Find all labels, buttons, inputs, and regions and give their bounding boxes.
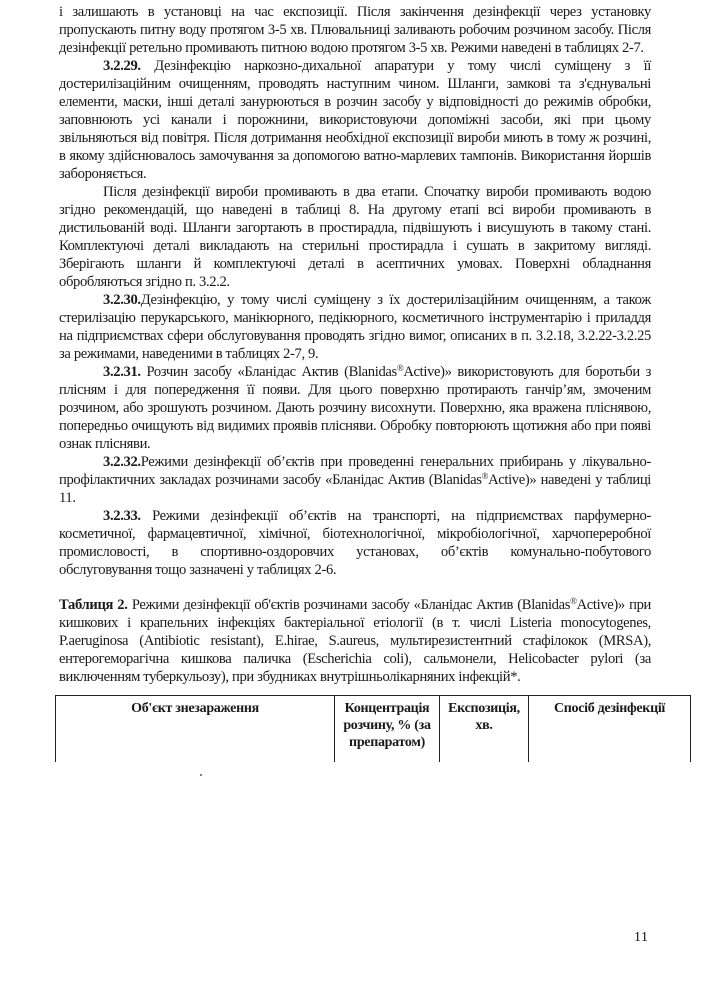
clause-text: Режими дезінфекції об’єктів на транспорті, на підприємствах парфумерно-косметичної, фармацевтичної, хімічної, біотехнологічної, мікробіологічної, харчопереробної промисловості, в спортивно-оздоровчих установах, об’єктів комунально-побутового обслуговування тощо зазначені у таблицях 2-6. <box>59 508 651 578</box>
paragraph-continuation <box>59 3 651 57</box>
table-header-concentration: Концентрація розчину, % (за препаратом) <box>335 696 440 762</box>
scan-speck <box>200 774 202 776</box>
clause-text: Дезінфекцію, у тому числі суміщену з їх достерилізаційним очищенням, а також стерилізацію перукарського, манікюрного, педікюрного, косметичного інструментарію і приладдя на підприємствах сфери обслуговування проводять згідно вимог, описаних в п. 3.2.18, 3.2.22-3.2.25 за режимами, наведеними в таблицях 2-7, 9. <box>59 292 651 362</box>
clause-3-2-32 <box>59 453 651 507</box>
table-caption-label: Таблиця 2. <box>59 597 128 613</box>
paragraph-text: Після дезінфекції вироби промивають в два етапи. Спочатку вироби промивають водою згідно рекомендацій, що наведені в таблиці 8. На другому етапі всі вироби промивають в дистильованій воді. Шланги загортають в простирадла, підвішують і висушують в такому стані. Комплектуючі деталі викладають на стерильні простирадла і сушать в закритому вигляді. Зберігають шланги й комплектуючі деталі в асептичних умовах. Поверхні обладнання обробляються згідно п. 3.2.2. <box>59 184 651 290</box>
clause-text: Active)» використовують для боротьби з плісням і для попередження її появи. Для цього поверхню протирають ганчір’ям, змоченим розчином, або зрошують розчином. Дають розчину висохнути. Поверхню, яка вражена пліснявою, попередньо очищують від видимих проявів плісняви. Обробку повторюють щотижня або при появі ознак плісняви. <box>59 364 651 452</box>
table-caption-text: Режими дезінфекції об'єктів розчинами засобу «Бланідас Актив (Blanidas <box>127 597 571 613</box>
paragraph-rinsing <box>59 183 651 291</box>
clause-number: 3.2.31. <box>103 364 141 380</box>
registered-mark: ® <box>396 363 404 373</box>
registered-mark: ® <box>481 471 489 481</box>
clause-text: Режими дезінфекції об’єктів при проведенні генеральних прибирань у лікувально-профілактичних закладах розчинами засобу «Бланідас Актив (Blanidas <box>59 454 651 488</box>
table-header-object: Об'єкт знезараження <box>56 696 335 762</box>
clause-3-2-31 <box>59 363 651 453</box>
clause-text: Розчин засобу «Бланідас Актив (Blanidas <box>140 364 397 380</box>
table-caption <box>59 596 651 686</box>
clause-number: 3.2.29. <box>103 58 141 74</box>
clause-3-2-29 <box>59 57 651 183</box>
clause-text: Active)» наведені у таблиці 11. <box>59 472 652 506</box>
clause-number: 3.2.30. <box>103 292 141 308</box>
clause-3-2-30 <box>59 291 651 363</box>
table-header-method: Спосіб дезінфекції <box>553 701 666 716</box>
body-text <box>59 3 651 579</box>
registered-mark: ® <box>570 596 577 606</box>
table-header-exposure: Експозиція, хв. <box>440 696 529 762</box>
table-caption-text: Active)» при кишкових і крапельних інфекціях бактеріальної етіології (в т. числі Listeria monocytogenes, P.aeruginosa (Antibiotic resistant), E.hirae, S.aureus, мультирезистентний стафілокок (MRSA), ентерогеморагічна кишкова паличка (Escherichia coli), сальмонели, Helicobacter pylori (за виключенням туберкульозу), при збудниках внутрішньолікарняних інфекцій*. <box>59 597 651 685</box>
page-number: 11 <box>634 930 649 945</box>
clause-number: 3.2.32. <box>103 454 141 470</box>
clause-number: 3.2.33. <box>103 508 141 524</box>
paragraph-text: і залишають в установці на час експозиції. Після закінчення дезінфекції через установку пропускають питну воду протягом 3-5 хв. Плювальниці заливають робочим розчином засобу. Після дезінфекції ретельно промивають питною водою протягом 3-5 хв. Режими наведені в таблицях 2-7. <box>59 4 651 56</box>
clause-text: Дезінфекцію наркозно-дихальної апаратури у тому числі суміщену з її достерилізаційним очищенням, проводять наступним чином. Шланги, замкові та з'єднувальні елементи, маски, інші деталі занурюються в розчин засобу у відповідності до режимів обробки, заповнюють усі канали і порожнини, використовуючи допоміжні засоби, які при цьому звільняються від повітря. Після дотримання необхідної експозиції вироби миють в тому ж розчині, в якому здійснювалось замочування за допомогою ватно-марлевих тампонів. Використання йоршів забороняється. <box>59 58 651 182</box>
clause-3-2-33 <box>59 507 651 579</box>
disinfection-table <box>55 695 691 762</box>
